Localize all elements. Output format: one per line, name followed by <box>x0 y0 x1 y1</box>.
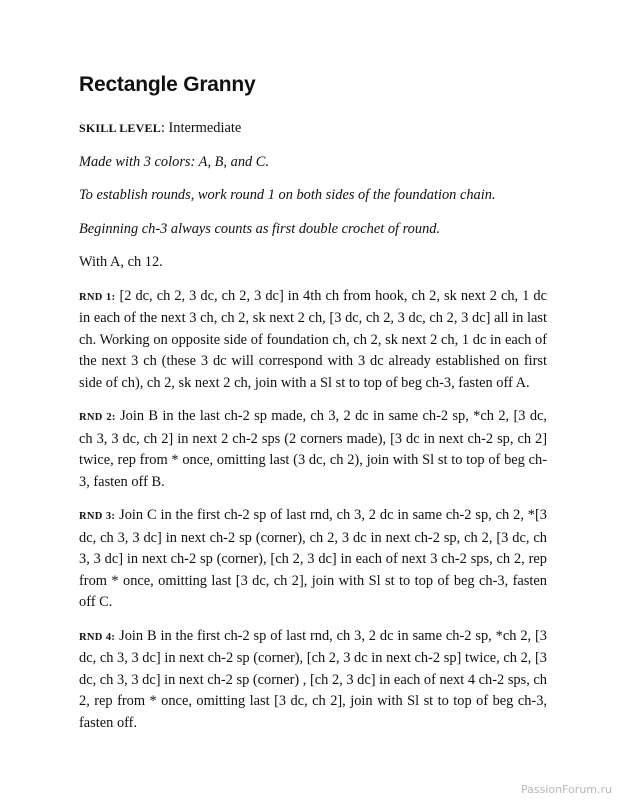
skill-level-colon: : <box>160 120 165 136</box>
round-1 <box>79 286 547 395</box>
round-text: [2 dc, ch 2, 3 dc, ch 2, 3 dc] in 4th ch from hook, ch 2, sk next 2 ch, 1 dc in each of the next 3 ch, ch 2, sk next 2 ch, [3 dc, ch 2, 3 dc, ch 2, 3 dc] all in last ch. Working on opposite side of foundation ch, ch 2, sk next 2 ch, 1 dc in each of the next 3 ch (these 3 dc will correspond with 3 dc already established on first side of ch), ch 2, sk next 2 ch, join with a Sl st to top of beg ch-3, fasten off A. <box>79 287 547 391</box>
note-rounds: To establish rounds, work round 1 on both sides of the foundation chain. <box>79 187 496 203</box>
round-2 <box>79 406 547 493</box>
skill-level-label: SKILL LEVEL <box>79 121 161 135</box>
round-text: Join C in the first ch-2 sp of last rnd, ch 3, 2 dc in same ch-2 sp, ch 2, *[3 dc, ch 3, 3 dc] in next ch-2 sp (corner), ch 2, 3 dc in next ch-2 sp, ch 2, [3 dc, ch 3, 3 dc] in next ch-2 sp (corner), [ch 2, 3 dc] in each of next 3 ch-2 sps, ch 2, rep from * once, omitting last [3 dc, ch 2], join with Sl st to top of beg ch-3, fasten off C. <box>79 507 547 610</box>
round-label: RND 2: <box>79 412 116 423</box>
round-3 <box>79 505 547 614</box>
site-watermark: PassionForum.ru <box>521 783 612 796</box>
skill-level <box>79 118 547 140</box>
round-label: RND 1: <box>79 291 116 303</box>
start-instruction: With A, ch 12. <box>79 254 163 270</box>
round-label: RND 4: <box>79 631 116 643</box>
round-4 <box>79 626 547 735</box>
skill-level-value: Intermediate <box>168 120 242 136</box>
round-text: Join B in the last ch-2 sp made, ch 3, 2 dc in same ch-2 sp, *ch 2, [3 dc, ch 3, 3 dc, ch 2] in next 2 ch-2 sps (2 corners made), [3 dc in next ch-2 sp, ch 2] twice, rep from * once, omitting last (3 dc, ch 2), join with Sl st to top of beg ch-3, fasten off B. <box>79 408 547 490</box>
note-colors: Made with 3 colors: A, B, and C. <box>79 153 270 170</box>
note-beginning-chain: Beginning ch-3 always counts as first double crochet of round. <box>79 220 441 237</box>
pattern-content <box>79 118 547 746</box>
page-title: Rectangle Granny <box>79 73 256 96</box>
round-text: Join B in the first ch-2 sp of last rnd, ch 3, 2 dc in same ch-2 sp, *ch 2, [3 dc, ch 3, 3 dc] in next ch-2 sp (corner), [ch 2, 3 dc in next ch-2 sp] twice, ch 2, [3 dc, ch 3, 3 dc] in next ch-2 sp (corner) , [ch 2, 3 dc] in each of next 4 ch-2 sps, ch 2, rep from * once, omitting last [3 dc, ch 2], join with Sl st to top of beg ch-3, fasten off. <box>79 627 547 731</box>
round-label: RND 3: <box>79 511 116 522</box>
